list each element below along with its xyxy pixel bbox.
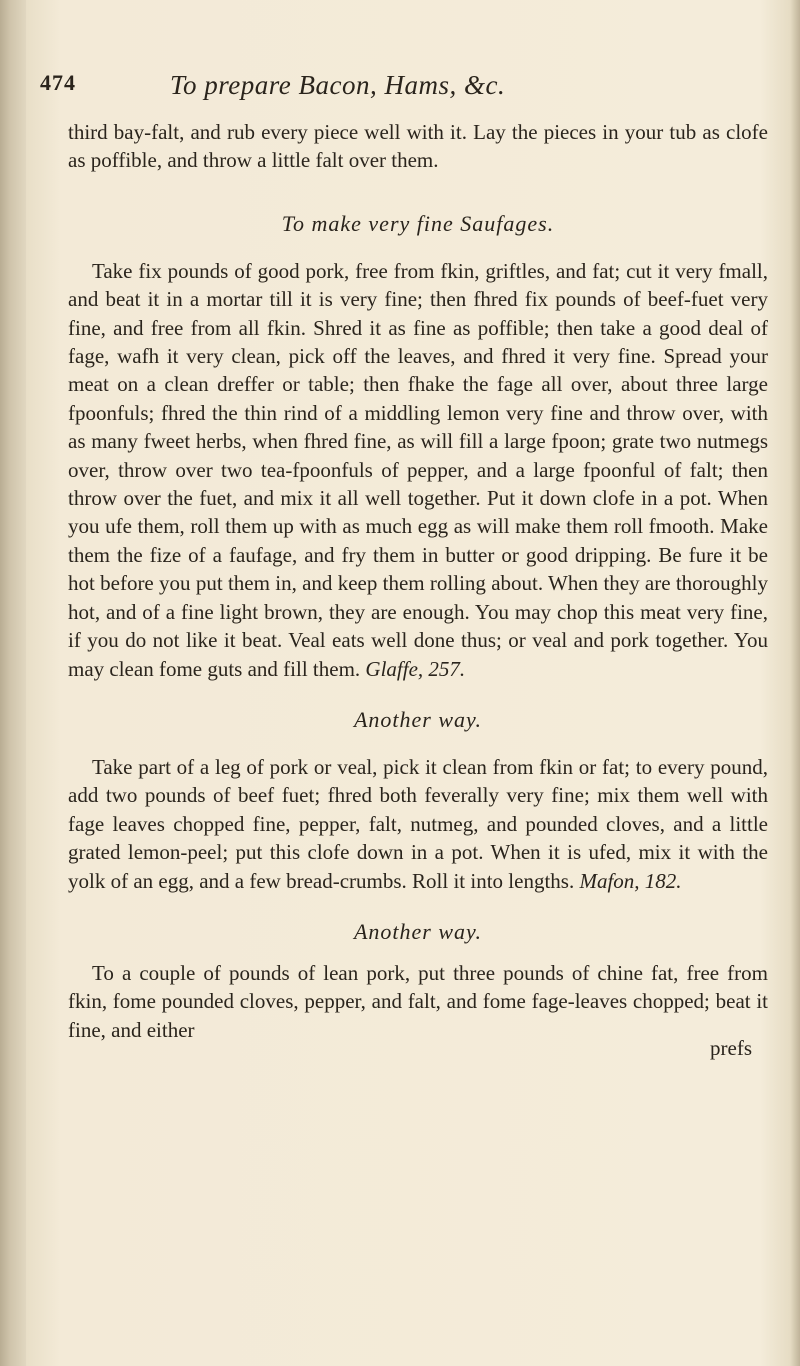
source-reference: Glaffe, 257. — [365, 656, 466, 681]
source-reference: Mafon, 182. — [579, 868, 682, 893]
recipe-text: Take part of a leg of pork or veal, pick it clean from fkin or fat; to every pound, add two pounds of beef fuet; fhred both feverally very fine; mix them well with fage leaves chopped fine, pepper, falt, nutmeg, and pounded cloves, and a little grated lemon-peel; put this clofe down in a pot. When it is ufed, mix it with the yolk of an egg, and a few bread-crumbs. Roll it into lengths. — [68, 754, 768, 893]
running-header — [40, 70, 760, 110]
running-title: To prepare Bacon, Hams, &c. — [170, 70, 506, 100]
section-heading-another-way-1: Another way. — [353, 706, 483, 732]
intro-paragraph: third bay-falt, and rub every piece well with it. Lay the pieces in your tub as clofe as poffible, and throw a little falt over them. — [68, 120, 768, 173]
page-gutter-shadow — [0, 0, 26, 1366]
page-number: 474 — [40, 70, 76, 95]
section-heading-sausages: To make very fine Saufages. — [281, 210, 555, 236]
catchword: prefs — [710, 1036, 752, 1061]
section-body-another-way-1 — [68, 753, 768, 895]
page-edge-shadow — [790, 0, 800, 1366]
section-body-another-way-2: To a couple of pounds of lean pork, put three pounds of chine fat, free from fkin, fome pounded cloves, pepper, and falt, and fome fage-leaves chopped; beat it fine, and either — [68, 960, 768, 1042]
section-body-sausages — [68, 257, 768, 683]
page-content — [68, 118, 768, 1061]
recipe-text: Take fix pounds of good pork, free from fkin, griftles, and fat; cut it very fmall, and beat it in a mortar till it is very fine; then fhred fix pounds of beef-fuet very fine, and free from all fkin. Shred it as fine as poffible; then take a good deal of fage, wafh it very clean, pick off the leaves, and fhred it very fine. Spread your meat on a clean dreffer or table; then fhake the fage all over, about three large fpoonfuls; fhred the thin rind of a middling lemon very fine and throw over, with as many fweet herbs, when fhred fine, as will fill a large fpoon; grate two nutmegs over, throw over two tea-fpoonfuls of pepper, and a large fpoonful of falt; then throw over the fuet, and mix it all well together. Put it down clofe in a pot. When you ufe them, roll them up with as much egg as will make them roll fmooth. Make them the fize of a faufage, and fry them in butter or good dripping. Be fure it be hot before you put them in, and keep them rolling about. When they are thoroughly hot, and of a fine light brown, they are enough. You may chop this meat very fine, if you do not like it beat. Veal eats well done thus; or veal and pork together. You may clean fome guts and fill them. — [68, 258, 768, 681]
section-heading-another-way-2: Another way. — [353, 918, 483, 944]
